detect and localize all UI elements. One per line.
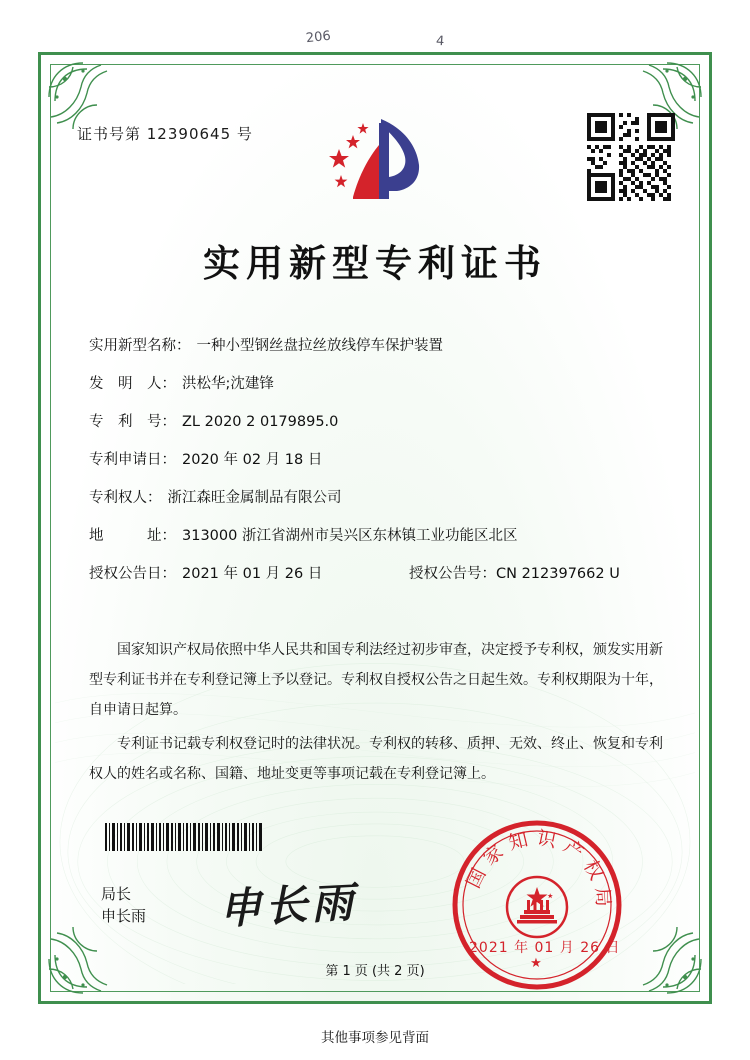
- cnipa-logo-icon: [319, 113, 437, 208]
- legal-text: [89, 635, 663, 793]
- field-label: 专 利 号：: [89, 414, 176, 430]
- seal-date: 2021 年 01 月 26 日: [469, 940, 621, 956]
- field-value: 2020 年 02 月 18 日: [182, 452, 323, 468]
- handwritten-signature: 申长雨: [217, 877, 359, 934]
- signature-labels: [101, 883, 146, 927]
- grant-number-label: 授权公告号：: [409, 566, 496, 582]
- grant-date-value: 2021 年 01 月 26 日: [182, 566, 323, 582]
- field-row-patentee: [89, 479, 669, 517]
- certificate-border: [38, 52, 712, 1004]
- field-value: 313000 浙江省湖州市吴兴区东林镇工业功能区北区: [182, 528, 518, 544]
- page-title: 实用新型专利证书: [203, 242, 547, 285]
- field-label: 专利权人：: [89, 490, 162, 506]
- qr-code: [587, 113, 675, 201]
- footer-note: 其他事项参见背面: [321, 1030, 429, 1046]
- paragraph-2: 专利证书记载专利权登记时的法律状况。专利权的转移、质押、无效、终止、恢复和专利权人的姓名或名称、国籍、地址变更等事项记载在专利登记簿上。: [89, 736, 663, 782]
- field-label: 专利申请日：: [89, 452, 176, 468]
- field-row-grant: [89, 555, 669, 593]
- field-row-inventor: [89, 365, 669, 403]
- certificate-number: 证书号第 12390645 号: [77, 125, 253, 143]
- director-name-label: 申长雨: [101, 907, 147, 925]
- top-mark-left: 206: [305, 28, 332, 47]
- barcode: [105, 823, 265, 851]
- page-number: 第 1 页 (共 2 页): [325, 964, 425, 979]
- svg-text:国家知识产权局: 国家知识产权局: [462, 826, 615, 915]
- paragraph-1: 国家知识产权局依照中华人民共和国专利法经过初步审查，决定授予专利权，颁发实用新型专利证书并在专利登记簿上予以登记。专利权自授权公告之日起生效。专利权期限为十年，自申请日起算。: [89, 642, 663, 718]
- field-row-name: [89, 327, 669, 365]
- field-label: 地 址：: [89, 528, 176, 544]
- grant-number-group: [409, 555, 620, 593]
- field-value: 洪松华;沈建锋: [182, 376, 274, 392]
- field-value: 一种小型钢丝盘拉丝放线停车保护装置: [196, 338, 443, 354]
- director-title-label: 局长: [101, 885, 132, 903]
- field-row-patent-number: [89, 403, 669, 441]
- field-row-address: [89, 517, 669, 555]
- field-value: 浙江森旺金属制品有限公司: [167, 490, 342, 506]
- field-list: [89, 327, 669, 593]
- grant-number-value: CN 212397662 U: [496, 566, 620, 582]
- top-mark-right: 4: [435, 33, 445, 50]
- field-row-application-date: [89, 441, 669, 479]
- svg-text:★: ★: [530, 956, 544, 971]
- grant-date-label: 授权公告日：: [89, 566, 176, 582]
- field-label: 实用新型名称：: [89, 338, 191, 354]
- field-value: ZL 2020 2 0179895.0: [182, 414, 339, 430]
- field-label: 发 明 人：: [89, 376, 176, 392]
